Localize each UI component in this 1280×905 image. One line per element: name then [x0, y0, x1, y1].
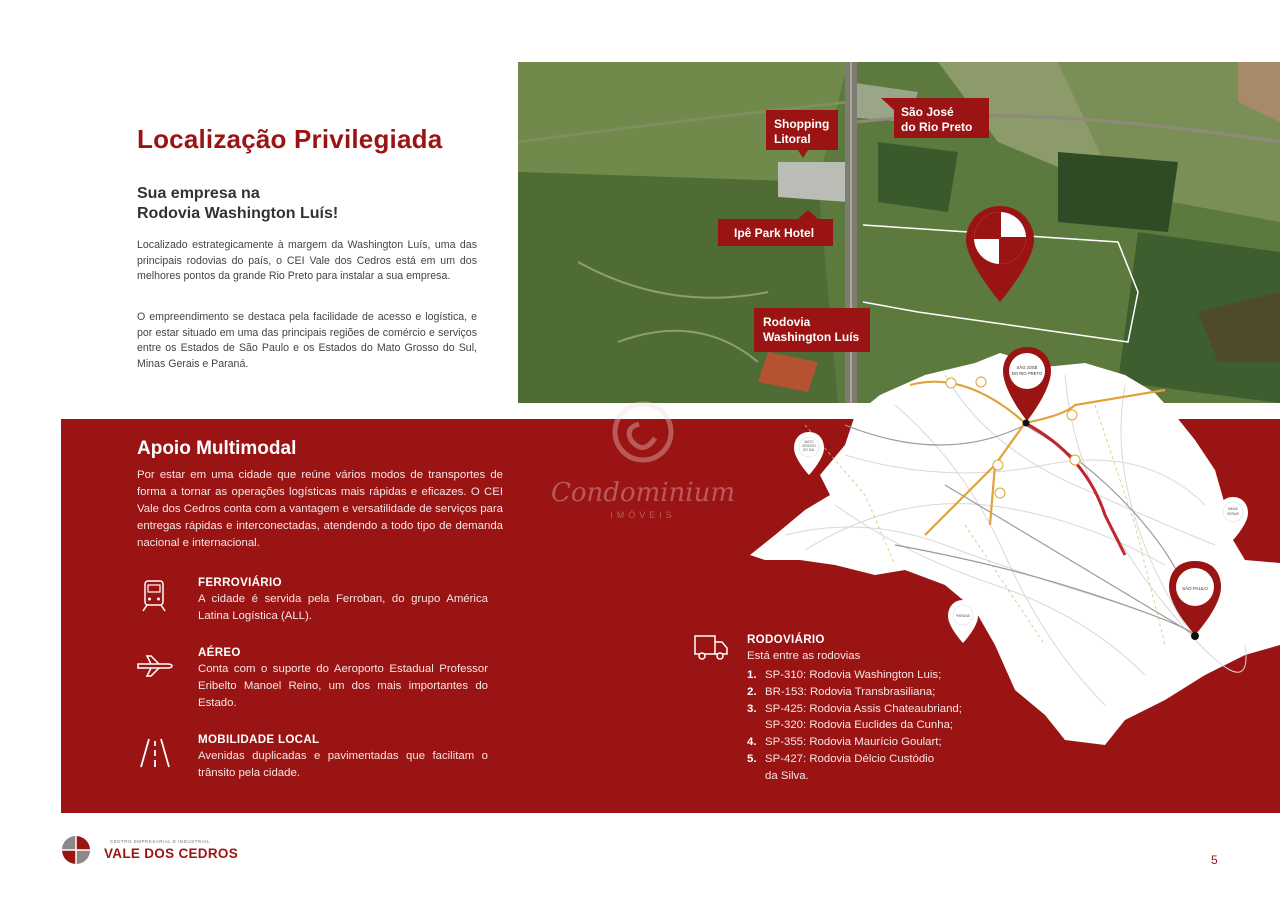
watermark-brand: Condominium — [550, 478, 736, 508]
page-title: Localização Privilegiada — [137, 124, 443, 154]
svg-text:Litoral: Litoral — [774, 132, 811, 146]
multimodal-title: Apoio Multimodal — [137, 438, 297, 459]
subtitle-line-1: Sua empresa na — [137, 185, 260, 202]
rodoviario-intro: Está entre as rodovias — [747, 650, 861, 662]
truck-icon — [694, 633, 728, 663]
subtitle-line-2: Rodovia Washington Luís! — [137, 205, 339, 222]
mode-aereo — [137, 646, 489, 716]
mode-ferroviario — [137, 576, 489, 626]
watermark — [545, 398, 745, 523]
mode-desc: A cidade é servida pela Ferroban, do grupo América Latina Logística (ALL). — [198, 593, 488, 622]
svg-text:do Rio Preto: do Rio Preto — [901, 120, 973, 134]
page-number: 5 — [1211, 853, 1218, 867]
intro-paragraph-1: Localizado estrategicamente à margem da Washington Luís, uma das principais rodovias do país, o CEI Vale dos Cedros está em um dos melhores pontos da grande Rio Preto para instalar a sua empresa. — [137, 239, 477, 282]
svg-text:Rodovia: Rodovia — [763, 315, 811, 329]
airplane-icon — [137, 648, 173, 684]
watermark-logo-icon — [603, 398, 683, 468]
svg-text:MINAS: MINAS — [1227, 507, 1239, 511]
svg-text:DO RIO PRETO: DO RIO PRETO — [1011, 371, 1043, 376]
logo-name: VALE DOS CEDROS — [104, 846, 239, 861]
multimodal-text: Por estar em uma cidade que reúne vários modos de transportes de forma a tornar as operações logísticas mais rápidas e eficazes. O CEI Vale dos Cedros conta com a vantagem e versatilidade de serviços para entregas rápidas e interconectadas, atendendo a todo tipo de demanda nacional e internacional. — [137, 469, 503, 549]
list-item: SP-320: Rodovia Euclides da Cunha; — [765, 719, 954, 732]
subtitle — [137, 184, 338, 224]
mode-mobilidade — [137, 733, 489, 783]
svg-text:MATO: MATO — [804, 440, 814, 444]
pin-mato-grosso-do-sul — [794, 432, 824, 475]
train-icon — [137, 578, 173, 614]
mode-title: FERROVIÁRIO — [198, 576, 282, 589]
svg-text:Shopping: Shopping — [774, 117, 830, 131]
list-item: 3. SP-425: Rodovia Assis Chateaubriand; — [747, 702, 962, 715]
svg-text:DO SUL: DO SUL — [803, 448, 815, 452]
list-item: 2. BR-153: Rodovia Transbrasiliana; — [747, 685, 936, 698]
list-item: da Silva. — [765, 769, 809, 782]
list-item: 1. SP-310: Rodovia Washington Luis; — [747, 669, 942, 681]
mode-desc: Conta com o suporte do Aeroporto Estadual Professor Eribelto Manoel Reino, um dos mais importantes do Estado. — [198, 663, 488, 709]
highway-list — [747, 667, 962, 785]
mode-desc: Avenidas duplicadas e pavimentadas que facilitam o trânsito pela cidade. — [198, 750, 488, 779]
logo-icon — [61, 835, 91, 865]
rodoviario-title: RODOVIÁRIO — [747, 633, 825, 646]
svg-text:PARANÁ: PARANÁ — [956, 614, 970, 618]
svg-text:GROSSO: GROSSO — [802, 444, 816, 448]
svg-text:Washington Luís: Washington Luís — [763, 330, 860, 344]
watermark-sub: IMÓVEIS — [610, 510, 676, 520]
pin-parana — [948, 600, 978, 643]
mode-title: MOBILIDADE LOCAL — [198, 733, 320, 746]
logo-tagline: CENTRO EMPRESARIAL E INDUSTRIAL — [110, 839, 210, 844]
list-item: 5. SP-427: Rodovia Délcio Custódio — [747, 752, 935, 765]
list-item: 4. SP-355: Rodovia Maurício Goulart; — [747, 736, 942, 749]
road-icon — [137, 735, 173, 771]
intro-paragraph-2: O empreendimento se destaca pela facilidade de acesso e logística, e por estar situado em uma das principais regiões de comércio e serviços entre os Estados de São Paulo e os Estados do Mato Grosso do Sul, Minas Gerais e Paraná. — [137, 311, 477, 370]
svg-text:SÃO PAULO: SÃO PAULO — [1182, 586, 1208, 591]
label-sao-jose — [881, 98, 989, 138]
mode-title: AÉREO — [198, 646, 241, 659]
svg-text:Ipê Park Hotel: Ipê Park Hotel — [734, 226, 815, 240]
svg-text:SÃO JOSÉ: SÃO JOSÉ — [1016, 365, 1038, 370]
svg-text:GERAIS: GERAIS — [1226, 512, 1240, 516]
svg-text:São José: São José — [901, 105, 954, 119]
